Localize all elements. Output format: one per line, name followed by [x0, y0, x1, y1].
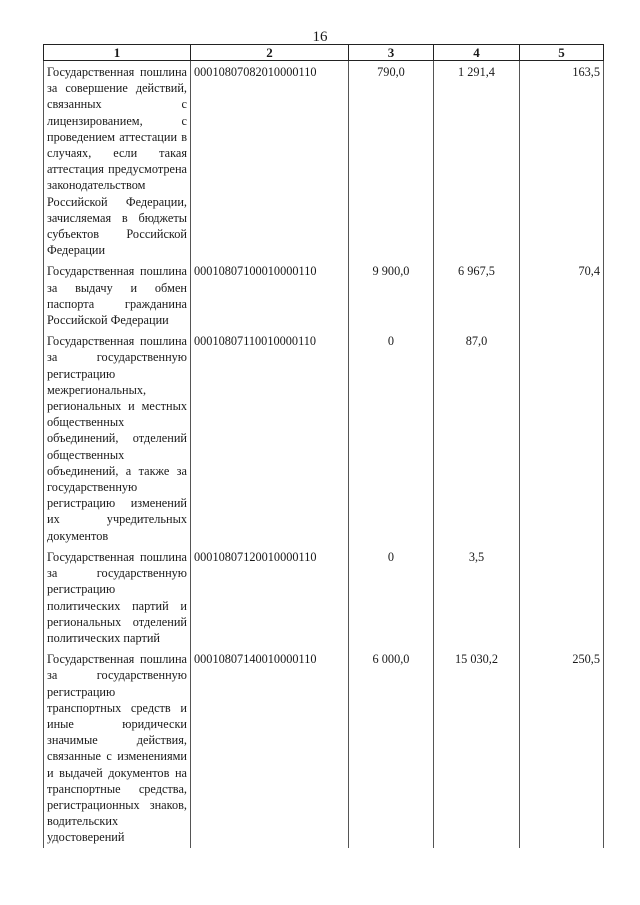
row-col4-value: 87,0	[434, 330, 520, 546]
row-name: Государственная пошлина за выдачу и обмен паспорта гражданина Российской Федерации	[44, 260, 191, 330]
page-number: 16	[312, 29, 328, 45]
row-col3-value: 790,0	[349, 61, 434, 261]
row-code: 00010807100010000110	[191, 260, 349, 330]
row-col5-value: 163,5	[520, 61, 604, 261]
row-col3-value: 0	[349, 330, 434, 546]
header-row	[44, 45, 604, 61]
row-col3-value: 6 000,0	[349, 648, 434, 847]
table-row	[44, 260, 604, 330]
row-col5-value: 70,4	[520, 260, 604, 330]
column-header-4: 4	[434, 45, 520, 61]
row-name: Государственная пошлина за государственную регистрацию межрегиональных, региональных и местных общественных объединений, отделений общественных объединений, а также за государственную регистрацию изменений их учредительных документов	[44, 330, 191, 546]
row-code: 00010807120010000110	[191, 546, 349, 648]
column-header-1: 1	[44, 45, 191, 61]
row-col5-value: 250,5	[520, 648, 604, 847]
table-row	[44, 648, 604, 847]
row-col3-value: 9 900,0	[349, 260, 434, 330]
table-header	[44, 45, 604, 61]
row-col5-value	[520, 330, 604, 546]
row-col4-value: 6 967,5	[434, 260, 520, 330]
column-header-3: 3	[349, 45, 434, 61]
row-name: Государственная пошлина за государственную регистрацию политических партий и региональных отделений политических партий	[44, 546, 191, 648]
row-code: 00010807140010000110	[191, 648, 349, 847]
row-col4-value: 1 291,4	[434, 61, 520, 261]
row-code: 00010807110010000110	[191, 330, 349, 546]
table-row	[44, 61, 604, 261]
row-code: 00010807082010000110	[191, 61, 349, 261]
table-row	[44, 546, 604, 648]
row-col4-value: 15 030,2	[434, 648, 520, 847]
column-header-5: 5	[520, 45, 604, 61]
row-col3-value: 0	[349, 546, 434, 648]
row-name: Государственная пошлина за государственную регистрацию транспортных средств и иные юридически значимые действия, связанные с изменениями и выдачей документов на транспортные средства, регистрационных знаков, водительских удостоверений	[44, 648, 191, 847]
table-row	[44, 330, 604, 546]
row-col5-value	[520, 546, 604, 648]
column-header-2: 2	[191, 45, 349, 61]
row-col4-value: 3,5	[434, 546, 520, 648]
table-body	[44, 61, 604, 848]
budget-table	[43, 44, 604, 848]
row-name: Государственная пошлина за совершение действий, связанных с лицензированием, с проведением аттестации в случаях, если такая аттестация предусмотрена законодательством Российской Федерации, зачисляемая в бюджеты субъектов Российской Федерации	[44, 61, 191, 261]
